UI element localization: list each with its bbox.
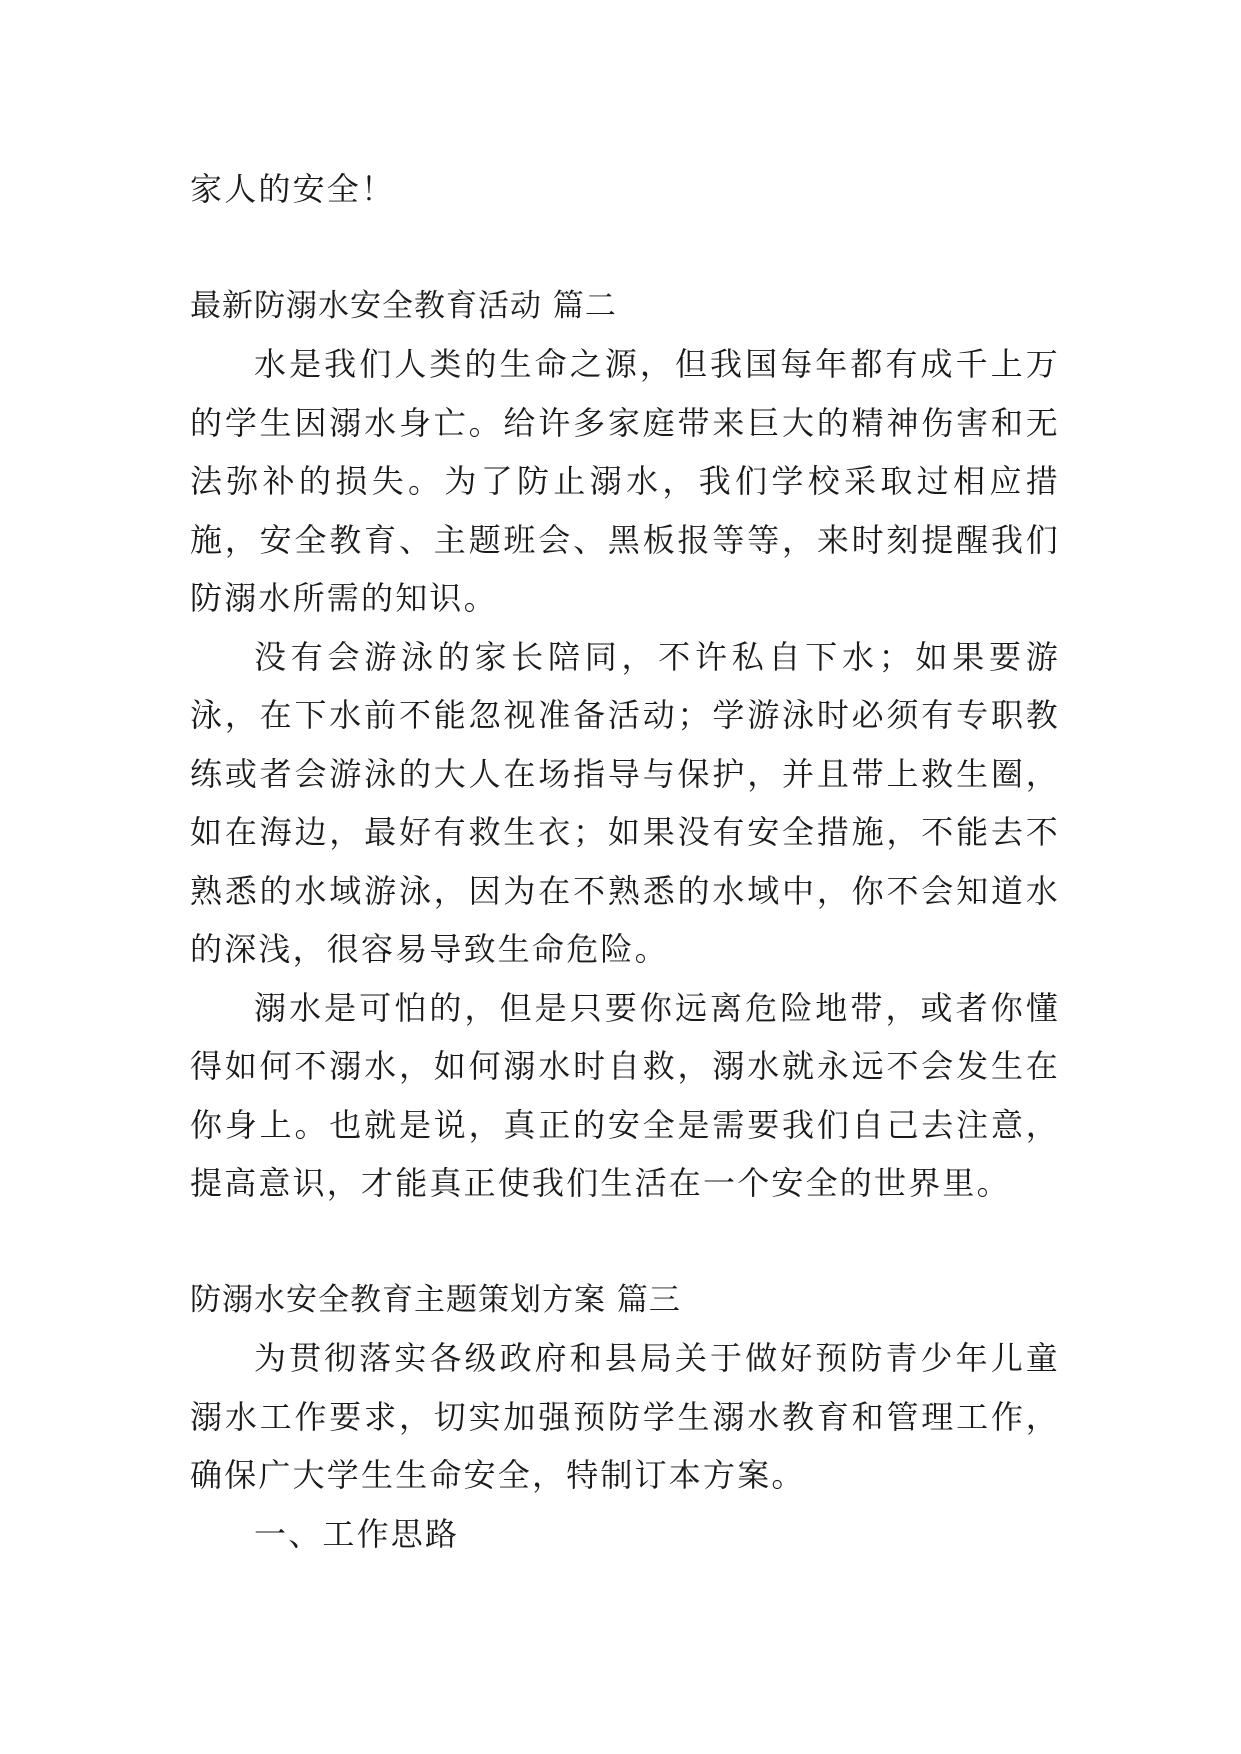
section-gap	[190, 219, 1060, 277]
section-gap	[190, 1213, 1060, 1271]
section2-heading: 最新防溺水安全教育活动 篇二	[190, 287, 617, 324]
intro-tail-text: 家人的安全！	[190, 170, 396, 208]
section2-paragraph-1: 水是我们人类的生命之源，但我国每年都有成千上万的学生因溺水身亡。给许多家庭带来巨大的精神伤害和无法弥补的损失。为了防止溺水，我们学校采取过相应措施，安全教育、主题班会、黑板报等等，来时刻提醒我们防溺水所需的知识。	[190, 345, 1060, 617]
section2-paragraph-3: 溺水是可怕的，但是只要你远离危险地带，或者你懂得如何不溺水，如何溺水时自救，溺水就永远不会发生在你身上。也就是说，真正的安全是需要我们自己去注意，提高意识，才能真正使我们生活在一个安全的世界里。	[190, 988, 1060, 1202]
section3-heading: 防溺水安全教育主题策划方案 篇三	[190, 1281, 681, 1318]
section2-paragraph-2: 没有会游泳的家长陪同，不许私自下水；如果要游泳，在下水前不能忽视准备活动；学游泳时必须有专职教练或者会游泳的大人在场指导与保护，并且带上救生圈，如在海边，最好有救生衣；如果没有安全措施，不能去不熟悉的水域游泳，因为在不熟悉的水域中，你不会知道水的深浅，很容易导致生命危险。	[190, 637, 1060, 968]
section3-paragraph-1: 为贯彻落实各级政府和县局关于做好预防青少年儿童溺水工作要求，切实加强预防学生溺水教育和管理工作，确保广大学生生命安全，特制订本方案。	[190, 1339, 1060, 1494]
section3-subheading: 一、工作思路	[254, 1514, 460, 1553]
document-body	[190, 160, 1060, 1563]
